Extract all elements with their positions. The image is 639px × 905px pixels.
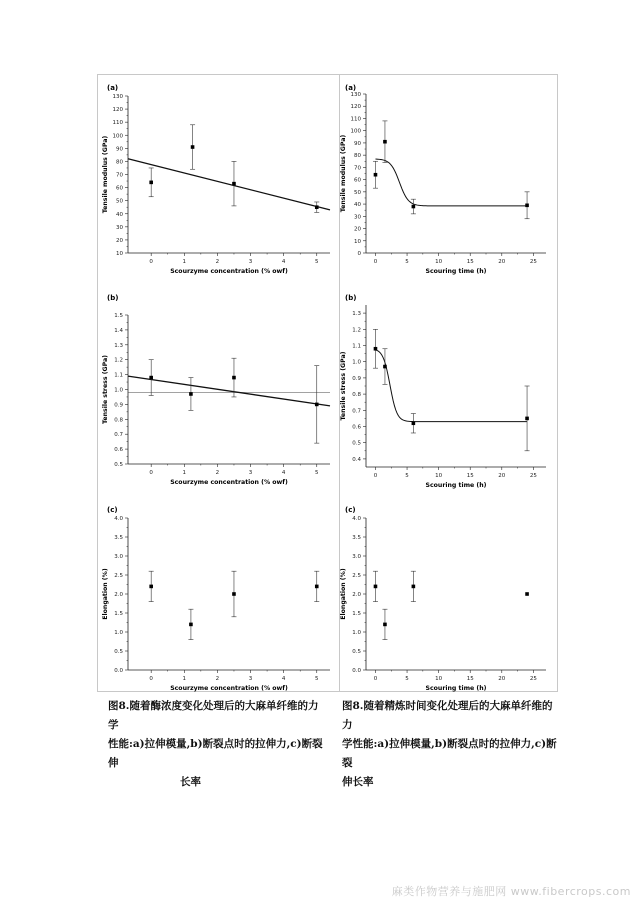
a-left-x-tick-label: 5 xyxy=(315,259,319,265)
a-left-y-tick-label: 20 xyxy=(116,237,123,244)
b-right-y-tick-label: 0.4 xyxy=(352,456,361,463)
c-left-y-tick-label: 1.0 xyxy=(114,630,123,636)
b-left-fit-line xyxy=(128,376,330,406)
b-right-x-tick-label: 25 xyxy=(529,473,537,479)
b-left-y-tick-label: 1.3 xyxy=(114,342,123,349)
c-left-y-tick-label: 3.5 xyxy=(114,535,123,541)
a-left-y-tick-label: 120 xyxy=(112,107,123,114)
a-left-y-tick-label: 100 xyxy=(112,133,123,140)
a-left-y-tick-label: 30 xyxy=(116,224,123,231)
c-right-data-point xyxy=(383,623,387,627)
b-right-panel-label: (b) xyxy=(345,294,357,302)
a-right-x-tick-label: 25 xyxy=(529,259,537,265)
c-right-y-axis-title: Elongation (%) xyxy=(340,568,347,620)
a-left-panel-label: (a) xyxy=(107,84,119,92)
a-left-data-point xyxy=(149,181,153,185)
b-left-y-tick-label: 0.5 xyxy=(114,462,123,468)
b-left-y-tick-label: 0.8 xyxy=(114,417,123,424)
a-right-fit-curve xyxy=(375,159,527,206)
b-left-data-point xyxy=(149,376,153,380)
c-right-data-point xyxy=(412,585,416,589)
c-right-y-tick-label: 4.0 xyxy=(352,516,361,522)
b-right-y-tick-label: 1.1 xyxy=(352,343,361,350)
a-right-y-tick-label: 30 xyxy=(354,214,361,221)
b-right-data-point xyxy=(374,347,378,351)
a-left-x-tick-label: 4 xyxy=(281,259,286,265)
a-right-panel-label: (a) xyxy=(345,84,357,92)
a-right-y-tick-label: 110 xyxy=(350,116,361,123)
a-left-y-tick-label: 90 xyxy=(116,146,123,153)
b-right-y-tick-label: 0.7 xyxy=(352,408,361,415)
a-right-y-tick-label: 10 xyxy=(354,238,361,245)
c-left-x-tick-label: 0 xyxy=(149,676,153,682)
b-right-x-tick-label: 0 xyxy=(373,473,378,479)
a-left-y-tick-label: 60 xyxy=(116,185,123,192)
c-left-y-tick-label: 0.0 xyxy=(114,668,123,674)
c-left-y-tick-label: 2.0 xyxy=(114,592,123,598)
a-left-y-tick-label: 70 xyxy=(116,172,123,179)
a-right-y-tick-label: 120 xyxy=(350,104,361,111)
a-left-y-tick-label: 80 xyxy=(116,159,123,166)
a-right-y-tick-label: 80 xyxy=(354,153,361,160)
a-left-fit-line xyxy=(128,159,330,210)
b-left-y-tick-label: 0.7 xyxy=(114,432,123,439)
a-right-y-tick-label: 40 xyxy=(354,202,361,209)
c-right-x-tick-label: 0 xyxy=(373,676,378,682)
a-right-y-tick-label: 70 xyxy=(354,165,361,172)
c-left-y-tick-label: 1.5 xyxy=(114,611,123,617)
c-left-data-point xyxy=(315,585,319,589)
c-right-y-tick-label: 2.5 xyxy=(352,573,361,579)
a-left-data-point xyxy=(315,205,319,209)
a-left-y-tick-label: 10 xyxy=(116,251,123,257)
a-right-y-tick-label: 50 xyxy=(354,189,361,196)
c-right-y-tick-label: 2.0 xyxy=(352,592,361,598)
b-right-x-tick-label: 10 xyxy=(435,473,443,479)
b-left-x-tick-label: 4 xyxy=(281,470,286,476)
c-left-data-point xyxy=(189,623,193,627)
b-left-data-point xyxy=(189,392,193,396)
c-right-data-point xyxy=(525,592,529,596)
a-left-data-point xyxy=(191,145,195,149)
b-right-fit-curve xyxy=(375,350,527,422)
a-left-y-axis-title: Tensile modulus (GPa) xyxy=(102,135,109,214)
b-right-x-tick-label: 20 xyxy=(498,473,506,479)
a-left-x-tick-label: 3 xyxy=(248,259,253,265)
a-right-y-tick-label: 90 xyxy=(354,140,361,147)
b-left-y-tick-label: 1.0 xyxy=(114,387,123,394)
c-left-x-tick-label: 5 xyxy=(315,676,319,682)
a-right-data-point xyxy=(374,173,378,177)
c-right-data-point xyxy=(374,585,378,589)
c-right-x-tick-label: 25 xyxy=(529,676,537,682)
c-right-y-tick-label: 0.0 xyxy=(352,668,361,674)
a-right-data-point xyxy=(383,140,387,144)
a-left-y-tick-label: 40 xyxy=(116,211,123,218)
b-left-x-tick-label: 3 xyxy=(248,470,253,476)
c-right-y-tick-label: 1.0 xyxy=(352,630,361,636)
b-right-x-axis-title: Scouring time (h) xyxy=(425,482,487,489)
a-left-y-tick-label: 130 xyxy=(112,94,123,100)
c-left-data-point xyxy=(149,585,153,589)
b-right-data-point xyxy=(525,417,529,421)
c-right-x-tick-label: 20 xyxy=(498,676,506,682)
b-right-y-tick-label: 0.5 xyxy=(352,440,361,447)
b-left-x-tick-label: 0 xyxy=(149,470,153,476)
a-right-y-tick-label: 20 xyxy=(354,226,361,233)
a-right-y-tick-label: 60 xyxy=(354,177,361,184)
c-right-x-axis-title: Scouring time (h) xyxy=(425,685,487,692)
a-right-data-point xyxy=(525,204,529,208)
b-right-x-tick-label: 15 xyxy=(466,473,474,479)
c-left-panel-label: (c) xyxy=(107,506,118,514)
left-caption-line-2: 性能:a)拉伸模量,b)断裂点时的拉伸力,c)断裂伸 xyxy=(108,738,323,769)
c-right-y-tick-label: 3.5 xyxy=(352,535,361,541)
b-right-data-point xyxy=(412,421,416,425)
c-left-data-point xyxy=(232,592,236,596)
c-left-x-tick-label: 3 xyxy=(248,676,253,682)
b-left-data-point xyxy=(315,403,319,407)
a-right-x-tick-label: 20 xyxy=(498,259,506,265)
c-right-y-tick-label: 0.5 xyxy=(352,649,361,655)
left-caption-line-3: 长率 xyxy=(180,776,201,788)
c-left-y-axis-title: Elongation (%) xyxy=(102,568,109,620)
b-right-y-tick-label: 0.9 xyxy=(352,375,361,382)
b-right-y-tick-label: 1.0 xyxy=(352,359,361,366)
site-watermark: 麻类作物营养与施肥网 www.fibercrops.com xyxy=(391,885,631,898)
a-left-y-tick-label: 50 xyxy=(116,198,123,205)
b-left-x-tick-label: 1 xyxy=(182,470,187,476)
a-left-x-tick-label: 1 xyxy=(182,259,187,265)
c-left-x-axis-title: Scourzyme concentration (% owf) xyxy=(170,685,288,692)
c-right-x-tick-label: 15 xyxy=(466,676,474,682)
b-left-y-tick-label: 0.9 xyxy=(114,402,123,409)
c-right-panel-label: (c) xyxy=(345,506,356,514)
b-left-y-tick-label: 1.4 xyxy=(114,327,123,334)
c-left-x-tick-label: 2 xyxy=(215,676,220,682)
right-caption-line-2: 学性能:a)拉伸模量,b)断裂点时的拉伸力,c)断裂 xyxy=(342,738,557,769)
right-caption-line-1: 图8.随着精炼时间变化处理后的大麻单纤维的力 xyxy=(342,700,553,731)
b-left-data-point xyxy=(232,376,236,380)
a-right-x-axis-title: Scouring time (h) xyxy=(425,268,487,275)
b-right-y-tick-label: 1.3 xyxy=(352,311,361,318)
c-left-y-tick-label: 0.5 xyxy=(114,649,123,655)
a-left-x-tick-label: 0 xyxy=(149,259,153,265)
a-left-x-tick-label: 2 xyxy=(215,259,220,265)
a-right-data-point xyxy=(412,205,416,209)
b-left-y-tick-label: 1.5 xyxy=(114,313,123,319)
a-left-y-tick-label: 110 xyxy=(112,120,123,127)
b-left-x-tick-label: 2 xyxy=(215,470,220,476)
a-right-x-tick-label: 0 xyxy=(373,259,378,265)
left-figure-caption xyxy=(108,697,323,792)
a-right-y-tick-label: 0 xyxy=(357,251,361,257)
b-right-x-tick-label: 5 xyxy=(405,473,409,479)
c-left-x-tick-label: 4 xyxy=(281,676,286,682)
c-left-y-tick-label: 2.5 xyxy=(114,573,123,579)
b-right-y-tick-label: 0.8 xyxy=(352,392,361,399)
b-left-x-tick-label: 5 xyxy=(315,470,319,476)
b-left-y-axis-title: Tensile stress (GPa) xyxy=(102,355,109,424)
c-right-x-tick-label: 10 xyxy=(435,676,443,682)
a-left-x-axis-title: Scourzyme concentration (% owf) xyxy=(170,268,288,275)
b-left-y-tick-label: 1.2 xyxy=(114,357,123,364)
right-figure-caption xyxy=(342,697,557,792)
a-right-x-tick-label: 5 xyxy=(405,259,409,265)
a-right-y-tick-label: 130 xyxy=(350,92,361,98)
c-right-y-tick-label: 3.0 xyxy=(352,554,361,560)
c-right-y-tick-label: 1.5 xyxy=(352,611,361,617)
a-right-x-tick-label: 10 xyxy=(435,259,443,265)
a-right-y-tick-label: 100 xyxy=(350,128,361,135)
b-right-data-point xyxy=(383,365,387,369)
a-right-y-axis-title: Tensile modulus (GPa) xyxy=(340,134,347,213)
c-right-x-tick-label: 5 xyxy=(405,676,409,682)
b-right-y-axis-title: Tensile stress (GPa) xyxy=(340,351,347,421)
b-right-y-tick-label: 0.6 xyxy=(352,424,361,431)
c-left-y-tick-label: 3.0 xyxy=(114,554,123,560)
left-caption-line-1: 图8.随着酶浓度变化处理后的大麻单纤维的力学 xyxy=(108,700,319,731)
c-left-y-tick-label: 4.0 xyxy=(114,516,123,522)
b-left-y-tick-label: 0.6 xyxy=(114,447,123,454)
a-left-data-point xyxy=(232,182,236,186)
right-caption-line-3: 伸长率 xyxy=(342,776,374,788)
b-left-panel-label: (b) xyxy=(107,294,119,302)
c-left-x-tick-label: 1 xyxy=(182,676,187,682)
b-right-y-tick-label: 1.2 xyxy=(352,327,361,334)
a-right-x-tick-label: 15 xyxy=(466,259,474,265)
b-left-y-tick-label: 1.1 xyxy=(114,372,123,379)
b-left-x-axis-title: Scourzyme concentration (% owf) xyxy=(170,479,288,486)
